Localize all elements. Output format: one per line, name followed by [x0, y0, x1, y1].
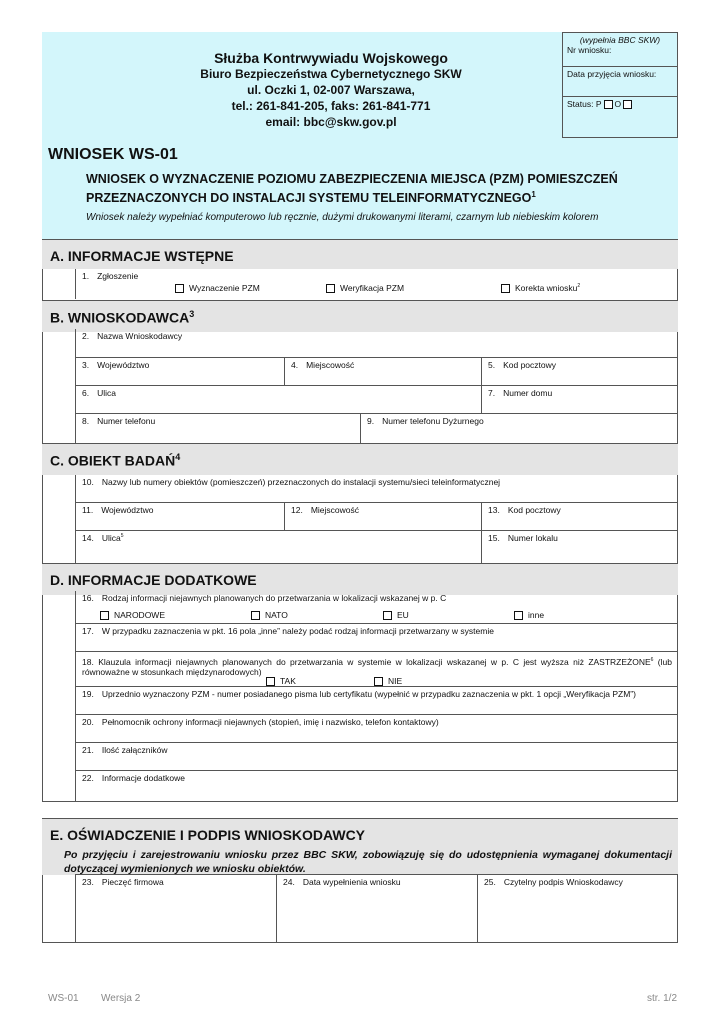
nato-checkbox[interactable] — [251, 611, 260, 620]
field-23-company-stamp[interactable] — [75, 874, 276, 943]
field-24-number: 24. — [283, 877, 295, 887]
field-21-attachments[interactable] — [75, 743, 678, 771]
wyznaczenie-label: Wyznaczenie PZM — [189, 283, 260, 293]
field-17-number: 17. — [82, 626, 94, 636]
org-name: Służba Kontrwywiadu Wojskowego — [214, 50, 448, 66]
section-c-footnote: 4 — [175, 452, 181, 462]
field-1-label: Zgłoszenie — [97, 271, 139, 281]
field-1-number: 1. — [82, 271, 90, 281]
field-4-label: Miejscowość — [306, 360, 355, 370]
field-14-footnote: 5 — [120, 533, 124, 540]
field-6-number: 6. — [82, 388, 90, 398]
field-8-label: Numer telefonu — [97, 416, 156, 426]
form-instruction: Wniosek należy wypełniać komputerowo lub ręcznie, dużymi drukowanymi literami, czarnym lub niebieskim kolorem — [86, 212, 599, 223]
korekta-label — [515, 283, 580, 293]
field-22-label: Informacje dodatkowe — [101, 773, 185, 783]
status-o-checkbox[interactable] — [623, 100, 632, 109]
field-3-voivodeship[interactable] — [75, 358, 284, 386]
narodowe-checkbox[interactable] — [100, 611, 109, 620]
field-11-number: 11. — [82, 505, 94, 515]
section-c-heading — [42, 444, 678, 475]
field-20-number: 20. — [82, 717, 94, 727]
office-fill-note: (wypełnia BBC SKW) — [579, 35, 661, 45]
field-13-number: 13. — [488, 505, 500, 515]
section-e-heading: E. OŚWIADCZENIE I PODPIS WNIOSKODAWCY — [42, 819, 678, 875]
field-9-duty-phone[interactable] — [360, 414, 678, 444]
field-12-locality[interactable] — [284, 503, 481, 531]
field-7-number: 7. — [488, 388, 496, 398]
field-11-label: Województwo — [101, 505, 154, 515]
section-a-heading: A. INFORMACJE WSTĘPNE — [42, 240, 678, 269]
option-wyznaczenie-pzm[interactable] — [175, 283, 260, 293]
form-title: WNIOSEK WS-01 — [48, 146, 178, 163]
option-eu[interactable] — [383, 610, 409, 620]
section-b-title: B. WNIOSKODAWCA — [50, 309, 190, 326]
bureau-name: Biuro Bezpieczeństwa Cybernetycznego SKW — [200, 67, 462, 81]
field-24-label: Data wypełnienia wniosku — [302, 877, 401, 887]
declaration-text: Po przyjęciu i zarejestrowaniu wniosku przez BBC SKW, zobowiązuję się do udostępnienia wymaganej dokumentacji dotyczącej wymienionych we wniosku obiektów. — [64, 849, 672, 875]
option-weryfikacja-pzm[interactable] — [326, 283, 404, 293]
status-label: Status: P — [567, 99, 602, 109]
field-16-number: 16. — [82, 593, 94, 603]
section-b-footnote: 3 — [189, 309, 195, 319]
field-22-additional-info[interactable] — [75, 771, 678, 802]
tak-checkbox[interactable] — [266, 677, 275, 686]
field-5-label: Kod pocztowy — [503, 360, 557, 370]
status-o-label: O — [614, 99, 622, 109]
narodowe-label: NARODOWE — [114, 610, 165, 620]
eu-checkbox[interactable] — [383, 611, 392, 620]
field-13-postal-code[interactable] — [481, 503, 678, 531]
eu-label: EU — [397, 610, 409, 620]
field-9-number: 9. — [367, 416, 375, 426]
weryfikacja-label: Weryfikacja PZM — [340, 283, 405, 293]
status-field — [563, 97, 677, 111]
field-19-previous-pzm[interactable] — [75, 687, 678, 715]
option-inne[interactable] — [514, 610, 544, 620]
footer-form-code: WS-01 — [48, 993, 79, 1004]
received-date-field[interactable]: Data przyjęcia wniosku: — [563, 67, 677, 97]
field-18-label-cont: (lub równoważne w stosunkach międzynarodowych) — [82, 656, 672, 677]
field-21-label: Ilość załączników — [101, 745, 168, 755]
field-16-info-type — [75, 591, 678, 624]
footer-version: Wersja 2 — [101, 993, 141, 1004]
option-korekta-wniosku[interactable] — [501, 283, 580, 293]
org-email: email: bbc@skw.gov.pl — [265, 115, 397, 129]
field-3-label: Województwo — [97, 360, 150, 370]
org-address: ul. Oczki 1, 02-007 Warszawa, — [247, 83, 415, 97]
field-6-street[interactable] — [75, 386, 481, 414]
field-2-number: 2. — [82, 331, 90, 341]
weryfikacja-checkbox[interactable] — [326, 284, 335, 293]
field-19-number: 19. — [82, 689, 94, 699]
option-tak[interactable] — [266, 676, 296, 686]
org-phones: tel.: 261-841-205, faks: 261-841-771 — [231, 99, 431, 113]
field-15-unit-number[interactable] — [481, 531, 678, 564]
field-18-label: Klauzula informacji niejawnych planowanych do przetwarzania w systemie w lokalizacji wskazanej w p. C jest wyższa niż ZASTRZEŻONE — [98, 656, 651, 667]
field-11-voivodeship[interactable] — [75, 503, 284, 531]
field-4-locality[interactable] — [284, 358, 481, 386]
field-7-house-number[interactable] — [481, 386, 678, 414]
status-p-checkbox[interactable] — [604, 100, 613, 109]
request-number-field[interactable]: Nr wniosku: — [567, 45, 612, 55]
field-10-label: Nazwy lub numery obiektów (pomieszczeń) przeznaczonych do instalacji systemu/sieci teleinformatycznej — [101, 477, 501, 487]
wyznaczenie-checkbox[interactable] — [175, 284, 184, 293]
footer-page-number: str. 1/2 — [646, 993, 677, 1004]
field-23-label: Pieczęć firmowa — [101, 877, 164, 887]
section-b-heading — [42, 301, 678, 332]
field-19-label: Uprzednio wyznaczony PZM - numer posiadanego pisma lub certyfikatu (wypełnić w przypadku zaznaczenia w pkt. 1 opcji „Weryfikacja PZM”) — [101, 689, 636, 699]
field-3-number: 3. — [82, 360, 90, 370]
field-18-number: 18. — [82, 656, 94, 667]
field-20-security-officer[interactable] — [75, 715, 678, 743]
option-narodowe[interactable] — [100, 610, 165, 620]
korekta-footnote: 2 — [577, 283, 581, 290]
form-subtitle-text: WNIOSEK O WYZNACZENIE POZIOMU ZABEZPIECZENIA MIEJSCA (PZM) POMIESZCZEŃ PRZEZNACZONYCH DO INSTALACJI SYSTEMU TELEINFORMATYCZNEGO — [86, 172, 618, 206]
field-25-label: Czytelny podpis Wnioskodawcy — [503, 877, 623, 887]
field-22-number: 22. — [82, 773, 94, 783]
field-15-label: Numer lokalu — [507, 533, 558, 543]
form-subtitle — [86, 172, 666, 206]
subtitle-footnote: 1 — [531, 190, 536, 199]
section-c-title: C. OBIEKT BADAŃ — [50, 452, 176, 469]
inne-checkbox[interactable] — [514, 611, 523, 620]
field-6-label: Ulica — [97, 388, 116, 398]
field-14-label: Ulica — [101, 533, 121, 543]
tak-label: TAK — [280, 676, 296, 686]
field-12-label: Miejscowość — [310, 505, 360, 515]
section-d-heading: D. INFORMACJE DODATKOWE — [42, 564, 678, 595]
field-17-other-info[interactable] — [75, 624, 678, 652]
field-2-applicant-name[interactable] — [75, 329, 678, 358]
field-25-signature[interactable] — [477, 874, 678, 943]
korekta-checkbox[interactable] — [501, 284, 510, 293]
field-10-object-names[interactable] — [75, 475, 678, 503]
nie-label: NIE — [388, 676, 403, 686]
nato-label: NATO — [265, 610, 288, 620]
field-16-label: Rodzaj informacji niejawnych planowanych do przetwarzania w lokalizacji wskazanej w p. C — [101, 593, 447, 603]
field-20-label: Pełnomocnik ochrony informacji niejawnych (stopień, imię i nazwisko, telefon kontaktowy) — [101, 717, 439, 727]
field-23-number: 23. — [82, 877, 94, 887]
nie-checkbox[interactable] — [374, 677, 383, 686]
field-17-label: W przypadku zaznaczenia w pkt. 16 pola „inne” należy podać rodzaj informacji przetwarzany w systemie — [101, 626, 494, 636]
field-21-number: 21. — [82, 745, 94, 755]
field-7-label: Numer domu — [503, 388, 553, 398]
field-14-street[interactable] — [75, 531, 481, 564]
field-25-number: 25. — [484, 877, 496, 887]
field-18-footnote: 6 — [650, 657, 654, 663]
office-use-box — [562, 32, 678, 138]
field-13-label: Kod pocztowy — [507, 505, 561, 515]
field-10-number: 10. — [82, 477, 94, 487]
field-5-number: 5. — [488, 360, 496, 370]
field-4-number: 4. — [291, 360, 299, 370]
option-nato[interactable] — [251, 610, 288, 620]
organization-block — [100, 50, 562, 130]
field-8-number: 8. — [82, 416, 90, 426]
field-9-label: Numer telefonu Dyżurnego — [382, 416, 484, 426]
field-5-postal-code[interactable] — [481, 358, 678, 386]
field-2-label: Nazwa Wnioskodawcy — [97, 331, 183, 341]
field-24-fill-date[interactable] — [276, 874, 477, 943]
field-15-number: 15. — [488, 533, 500, 543]
field-14-number: 14. — [82, 533, 94, 543]
inne-label: inne — [528, 610, 545, 620]
field-8-phone[interactable] — [75, 414, 360, 444]
field-12-number: 12. — [291, 505, 303, 515]
option-nie[interactable] — [374, 676, 402, 686]
korekta-label-text: Korekta wniosku — [515, 283, 578, 293]
